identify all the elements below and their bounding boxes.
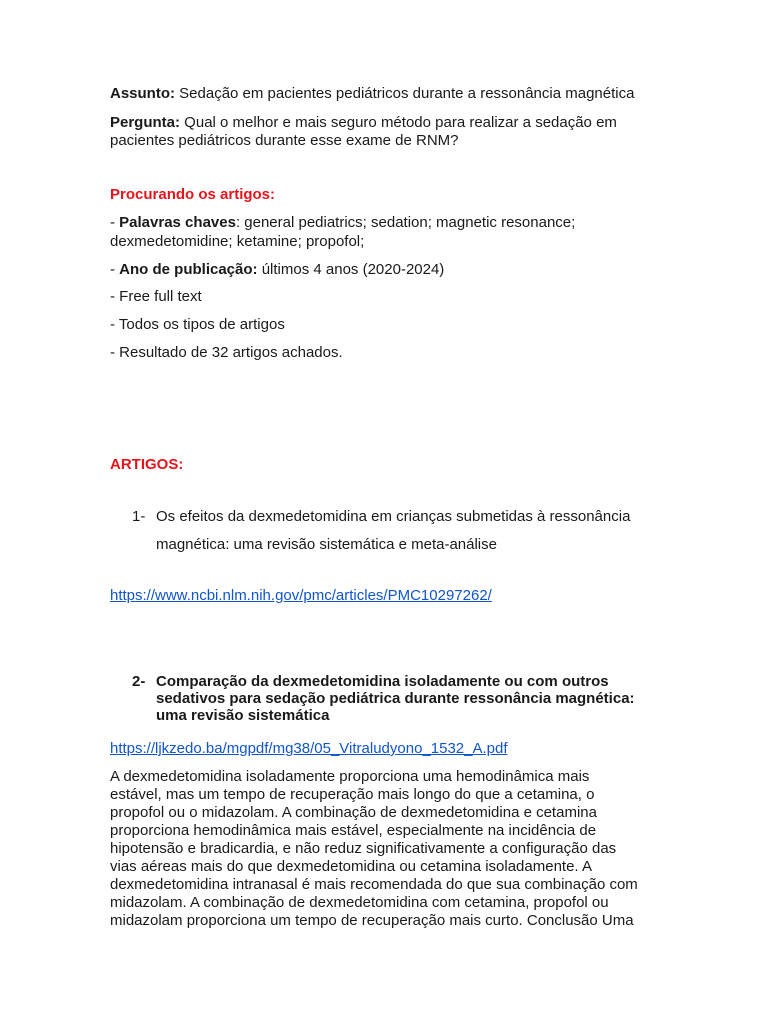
question-text-1: Qual o melhor e mais seguro método para realizar a sedação em [180,114,617,131]
article-1-number: 1- [132,508,146,525]
question-line-1 [110,114,617,132]
article-2-summary [110,768,670,930]
article-1-title-line-2: magnética: uma revisão sistemática e meta-análise [156,536,497,553]
summary-line: A dexmedetomidina isoladamente proporciona uma hemodinâmica mais [110,768,590,785]
keywords-label: Palavras chaves [119,214,236,231]
subject-text: Sedação em pacientes pediátricos durante a ressonância magnética [175,85,635,102]
subject-label: Assunto: [110,85,175,102]
keywords-line-2 [110,233,364,251]
article-2-link[interactable]: https://ljkzedo.ba/mgpdf/mg38/05_Vitraludyono_1532_A.pdf [110,740,508,757]
types-line: - Todos os tipos de artigos [110,316,285,333]
articles-heading: ARTIGOS: [110,456,184,473]
summary-line: dexmedetomidina intranasal é mais recomendada do que sua combinação com [110,876,638,893]
year-text: últimos 4 anos (2020-2024) [257,261,445,278]
article-2-number: 2- [132,673,146,690]
question-line-2 [110,132,459,150]
year-label: Ano de publicação: [119,261,258,278]
summary-line: hipotensão e bradicardia, e não reduz significativamente a configuração das [110,840,617,857]
keywords-text-2: dexmedetomidine; ketamine; propofol; [110,233,365,250]
summary-line: proporciona hemodinâmica mais estável, especialmente na incidência de [110,822,597,839]
subject-line [110,85,634,103]
article-1-title-line-1: Os efeitos da dexmedetomidina em crianças submetidas à ressonância [156,508,631,525]
summary-line: vias aéreas mais do que dexmedetomidina ou cetamina isoladamente. A [110,858,592,875]
keywords-line-1 [110,214,575,232]
free-text-line: - Free full text [110,288,202,305]
question-label: Pergunta: [110,114,181,131]
summary-line: midazolam. A combinação de dexmedetomidina com cetamina, propofol ou [110,894,609,911]
article-2-title-line-1: Comparação da dexmedetomidina isoladamente ou com outros [156,673,609,690]
summary-line: propofol ou o midazolam. A combinação de dexmedetomidina e cetamina [110,804,597,821]
year-line [110,261,444,279]
keywords-text-1: : general pediatrics; sedation; magnetic resonance; [235,214,576,231]
year-prefix: - [110,261,120,278]
summary-line: estável, mas um tempo de recuperação mais longo do que a cetamina, o [110,786,595,803]
summary-line: midazolam proporciona um tempo de recuperação mais curto. Conclusão Uma [110,912,634,929]
article-2-title-line-3: uma revisão sistemática [156,707,330,724]
search-heading: Procurando os artigos: [110,186,276,203]
keywords-prefix: - [110,214,120,231]
article-2-title-line-2: sedativos para sedação pediátrica durante ressonância magnética: [156,690,635,707]
article-1-link[interactable]: https://www.ncbi.nlm.nih.gov/pmc/articles/PMC10297262/ [110,587,492,604]
result-line: - Resultado de 32 artigos achados. [110,344,343,361]
question-text-2: pacientes pediátricos durante esse exame de RNM? [110,132,459,149]
